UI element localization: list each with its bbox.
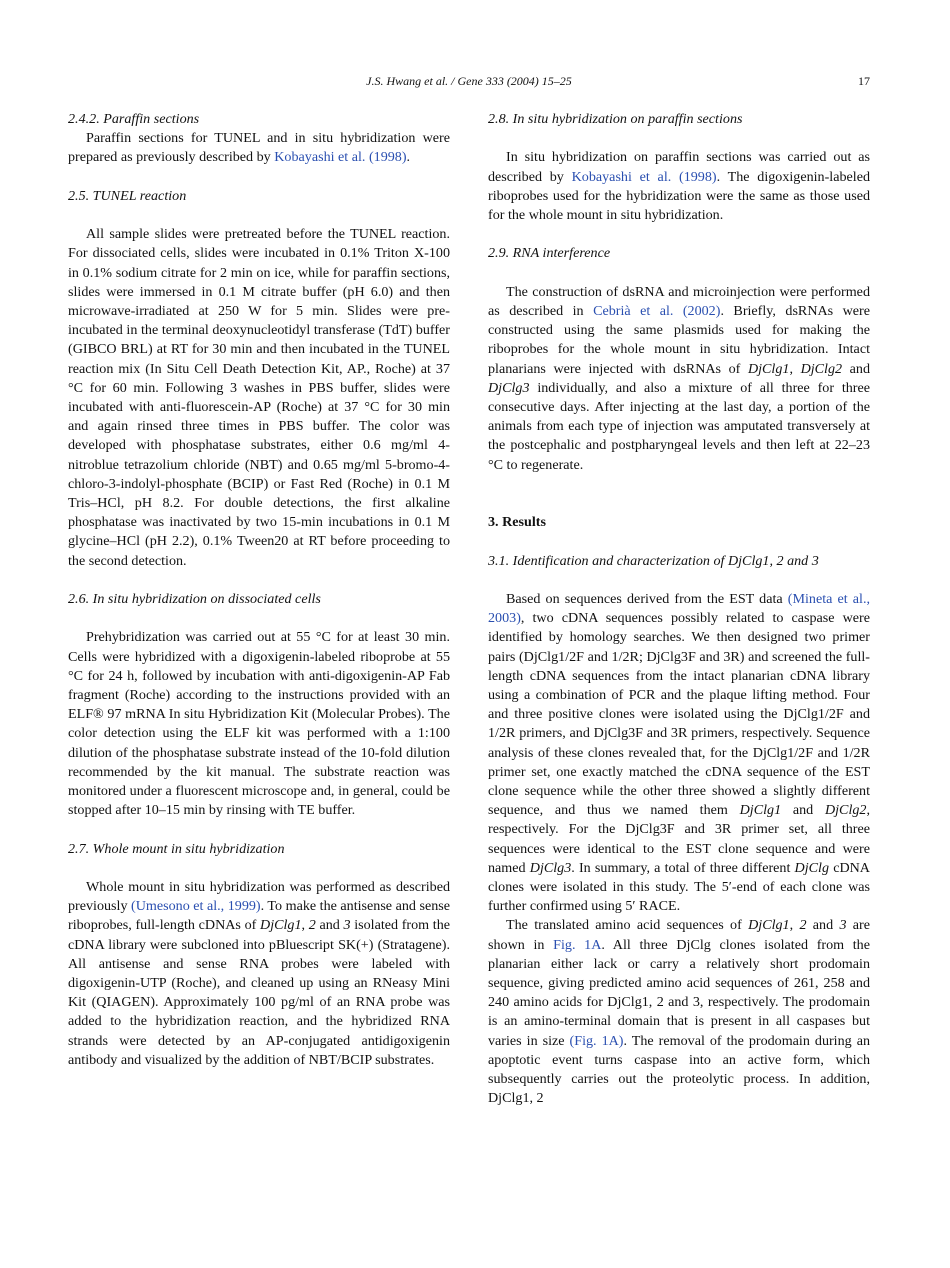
results-paragraph-2: The translated amino acid sequences of DjClg1, 2 and 3 are shown in Fig. 1A. All three DjClg clones isolated from the planarian either lack or carry a relatively short prodomain sequence, giving predicted amino acid sequences of 261, 258 and 240 amino acids for DjClg1, 2 and 3, respectively. The prodomain is an amino-terminal domain that is present in all caspases but varies in size (Fig. 1A). The removal of the prodomain during an apoptotic event turns caspase into an active form, which subsequently carries out the proteolytic process. In addition, DjClg1, 2	[488, 917, 870, 1107]
section-2-4-2-paragraph: Paraffin sections for TUNEL and in situ hybridization were prepared as previously described by Kobayashi et al. (1998).	[68, 130, 450, 166]
left-column	[68, 110, 450, 1070]
ref-cebria-2002[interactable]: Cebrià et al. (2002)	[593, 302, 721, 319]
ref-kobayashi-1998-b[interactable]: Kobayashi et al. (1998)	[571, 168, 717, 185]
section-2-6-paragraph: Prehybridization was carried out at 55 °C for at least 30 min. Cells were hybridized with a digoxigenin-labeled riboprobe at 55 °C for 24 h, followed by incubation with anti-digoxigenin-AP Fab fragment (Roche) according to the instructions provided with an ELF® 97 mRNA In situ Hybridization Kit (Molecular Probes). The color detection using the ELF kit was performed with a 1:100 dilution of the phosphatase substrate instead of the 10-fold dilution recommended by the kit manual. The substrate reaction was monitored under a fluorescent microscope and, in general, could be stopped after 10–15 min by rinsing with TE buffer.	[68, 629, 450, 819]
section-2-7-paragraph: Whole mount in situ hybridization was performed as described previously (Umesono et al., 1999). To make the antisense and sense riboprobes, full-length cDNAs of DjClg1, 2 and 3 isolated from the cDNA library were subcloned into pBluescript SK(+) (Stratagene). All antisense and sense RNA probes were labeled with digoxigenin-UTP (Roche), and cleaned up using an RNeasy Mini Kit (QIAGEN). Approximately 100 pg/ml of an RNA probe was added to the hybridization reaction, and the hybridized RNA strands were detected by an AP-conjugated antidigoxigenin antibody and visualized by the addition of NBT/BCIP substrates.	[68, 879, 451, 1068]
ref-kobayashi-1998[interactable]: Kobayashi et al. (1998)	[274, 149, 407, 166]
ref-fig-1a-paren[interactable]: (Fig. 1A)	[569, 1032, 624, 1049]
section-2-5-paragraph: All sample slides were pretreated before the TUNEL reaction. For dissociated cells, slides were incubated in 0.1% Triton X-100 in 0.1% sodium citrate for 2 min on ice, while for paraffin sections, slides were immersed in 0.1 M citrate buffer (pH 6.0) and then microwave-irradiated at 250 W for 5 min. Slides were pre-incubated in the terminal deoxynucleotidyl transferase (TdT) buffer (GIBCO BRL) at RT for 30 min and then incubated in the TUNEL reaction mix (In Situ Cell Death Detection Kit, AP., Roche) at 37 °C for 60 min. Following 3 washes in PBS buffer, slides were incubated with anti-fluorescein-AP (Roche) at 37 °C for 30 min and again rinsed three times in PBS buffer. The color was developed with phosphatase substrates, either 0.6 mg/ml 4-nitroblue tetrazolium chloride (NBT) and 0.65 mg/ml 5-bromo-4-chloro-3-indolyl-phosphate (BCIP) or Fast Red (Roche) in 0.1 M Tris–HCl, pH 8.2. For double detections, the first alkaline phosphatase was inactivated by two 15-min incubations in 0.1 M glycine–HCl (pH 2.2), 0.1% Tween20 at RT before proceeding to the second detection.	[68, 226, 450, 569]
running-header	[68, 74, 870, 94]
results-paragraph-1: Based on sequences derived from the EST data (Mineta et al., 2003), two cDNA sequences possibly related to caspase were identified by homology searches. We then designed two primer pairs (DjClg1/2F and 1/2R; DjClg3F and 3R) and screened the full-length cDNA sequences from the intact planarian cDNA library using a combination of PCR and the plaque lifting method. Four and three positive clones were isolated using the DjClg1/2F and 1/2R primers, and DjClg3F and 3R primers, respectively. Sequence analysis of these clones revealed that, for the DjClg1/2F and 1/2R primer set, one exactly matched the cDNA sequence of the EST clone sequence while the other three showed a slightly different sequence, and thus we named them DjClg1 and DjClg2, respectively. For the DjClg3F and 3R primer set, all three sequences were identical to the EST clone sequence and were named DjClg3. In summary, a total of three different DjClg cDNA clones were isolated in this study. The 5′-end of each clone was further confirmed using 5′ RACE.	[488, 590, 870, 915]
section-2-8-paragraph: In situ hybridization on paraffin sections was carried out as described by Kobayashi et al. (1998). The digoxigenin-labeled riboprobes used for the hybridization were the same as those used for the whole mount in situ hybridization.	[488, 149, 870, 223]
section-2-9-title: 2.9. RNA interference	[488, 245, 611, 262]
ref-umesono-1999[interactable]: (Umesono et al., 1999)	[131, 898, 261, 915]
section-2-4-2-title: 2.4.2. Paraffin sections	[68, 111, 200, 127]
section-2-7-title: 2.7. Whole mount in situ hybridization	[68, 840, 285, 857]
running-title: J.S. Hwang et al. / Gene 333 (2004) 15–25	[366, 74, 572, 88]
section-2-9-paragraph: The construction of dsRNA and microinjection were performed as described in Cebrià et al. (2002). Briefly, dsRNAs were constructed using the same plasmids used for making the riboprobes for the whole mount in situ hybridization. Intact planarians were injected with dsRNAs of DjClg1, DjClg2 and DjClg3 individually, and also a mixture of all three for three consecutive days. After injecting at the last day, a portion of the animals from each type of injection was amputated transversely at the postcephalic and postpharyngeal levels and then left at 22–23 °C to regenerate.	[488, 283, 871, 473]
ref-mineta-2003[interactable]: (Mineta et al., 2003)	[488, 590, 870, 627]
ref-fig-1a[interactable]: Fig. 1A	[553, 936, 602, 953]
right-column	[488, 110, 870, 1108]
section-2-6-title: 2.6. In situ hybridization on dissociated cells	[68, 591, 321, 608]
section-2-8-title: 2.8. In situ hybridization on paraffin sections	[488, 111, 743, 127]
page-number: 17	[858, 74, 870, 88]
section-2-5-title: 2.5. TUNEL reaction	[68, 187, 187, 204]
section-3-title: 3. Results	[488, 514, 546, 531]
section-3-1-title: 3.1. Identification and characterization of DjClg1, 2 and 3	[488, 552, 819, 569]
